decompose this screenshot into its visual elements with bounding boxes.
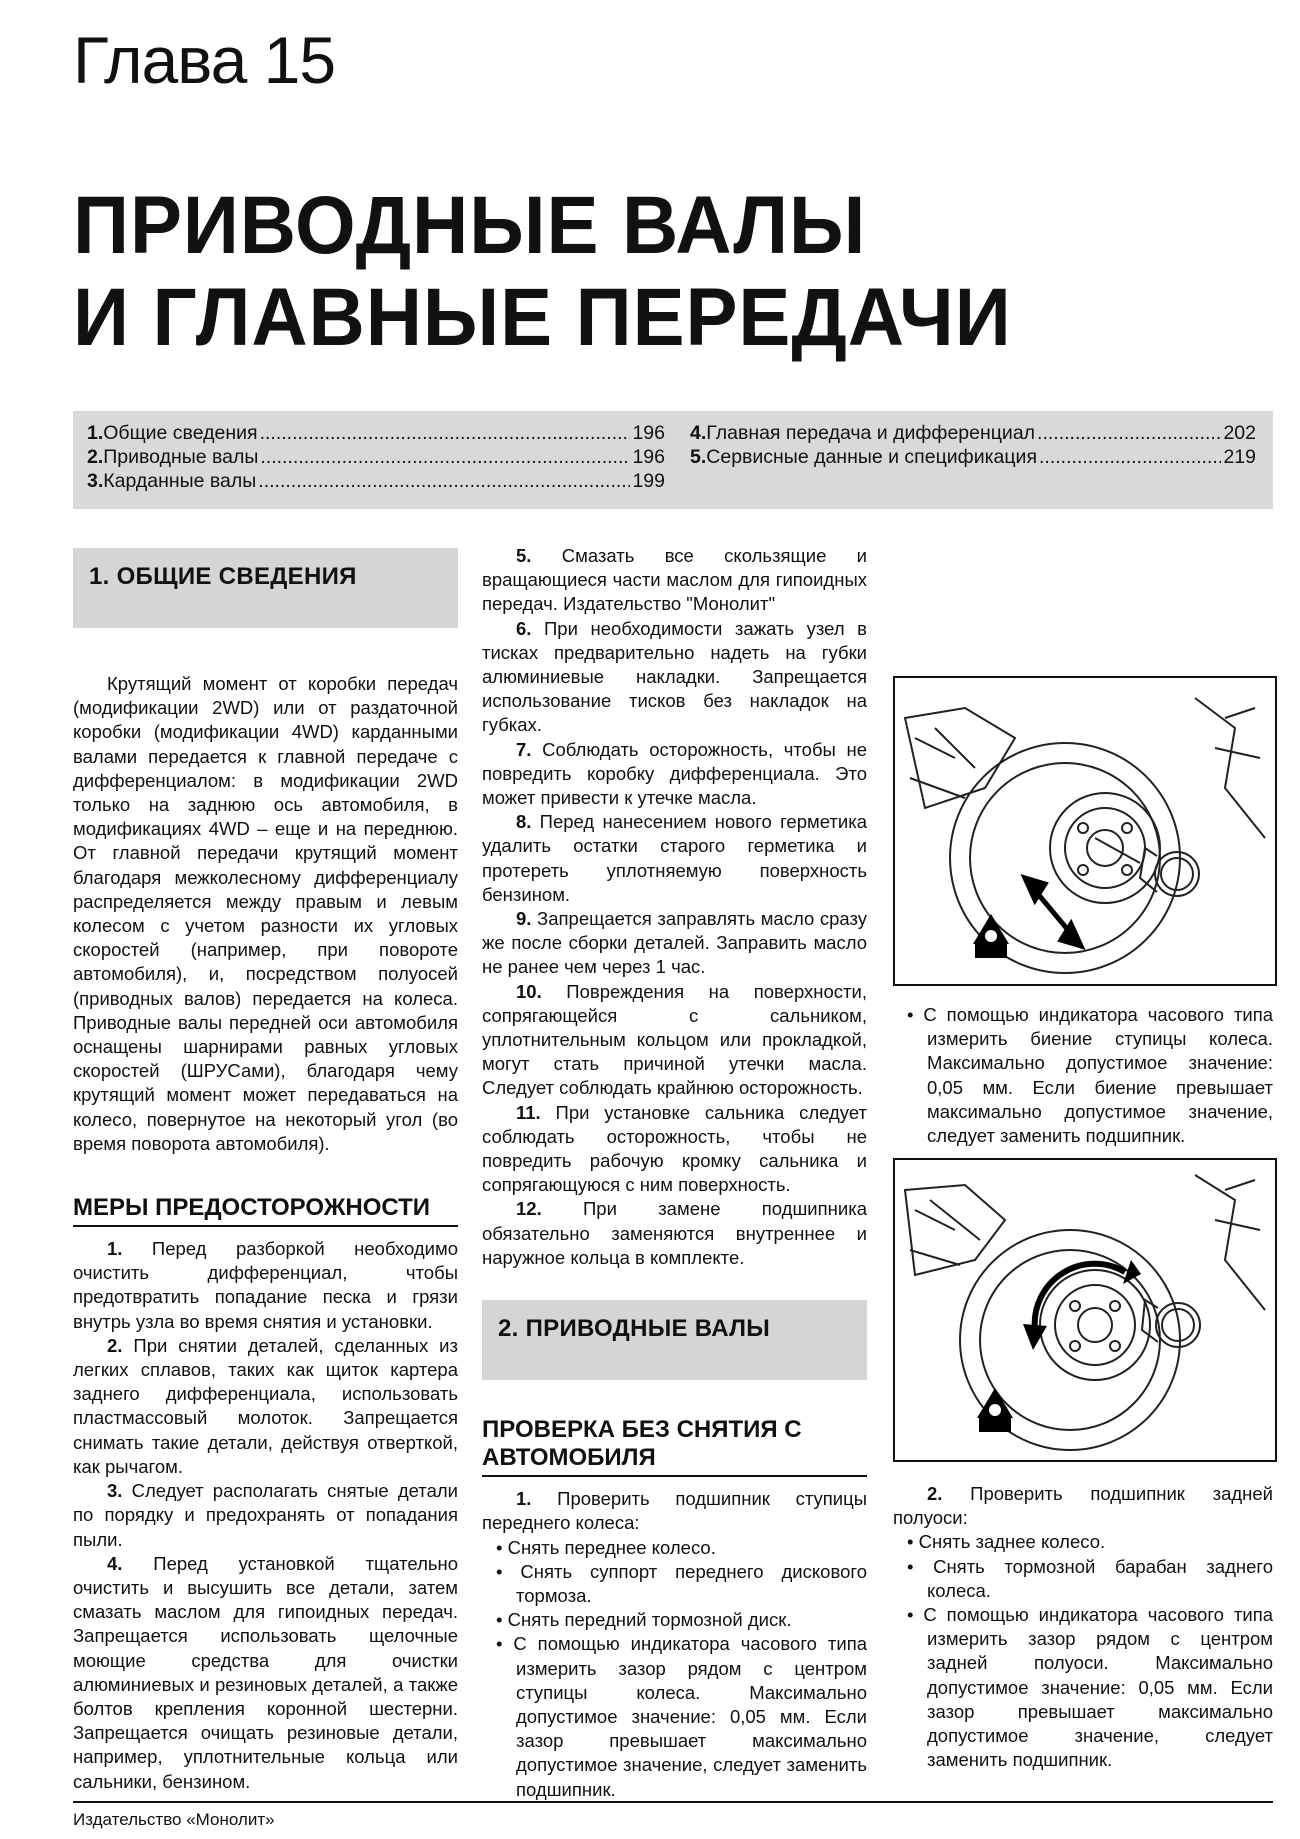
- bullet-item: • Снять заднее колесо.: [893, 1530, 1273, 1554]
- step-2: 2. Проверить подшипник задней полуоси:: [893, 1483, 1273, 1529]
- column-2: [482, 544, 867, 1802]
- chapter-label: Глава 15: [73, 23, 336, 97]
- precaution-item: 12. При замене подшипника обязательно заменяются внутреннее и наружное кольца в комплекте.: [482, 1198, 867, 1268]
- page-title: [73, 180, 1012, 364]
- table-of-contents: [73, 411, 1273, 509]
- column-3-middle: [893, 1003, 1273, 1148]
- section-1-header: [73, 548, 458, 628]
- footer-divider: [73, 1801, 1273, 1803]
- toc-item[interactable]: 4. Главная передача и дифференциал ..... 202: [690, 421, 1256, 445]
- section-1-heading: 1. ОБЩИЕ СВЕДЕНИЯ: [89, 563, 357, 590]
- precaution-item: 10. Повреждения на поверхности, сопрягающейся с сальником, уплотнительным кольцом или прокладкой, могут стать причиной утечки масла. Следует соблюдать крайнюю осторожность.: [482, 980, 867, 1099]
- precaution-item: 6. При необходимости зажать узел в тисках предварительно надеть на губки алюминиевые накладки. Запрещается использование тисков без накладок на губках.: [482, 617, 867, 736]
- hub-runout-figure: [893, 1158, 1277, 1462]
- section-2-heading: 2. ПРИВОДНЫЕ ВАЛЫ: [498, 1315, 771, 1343]
- bullet-item: • Снять переднее колесо.: [482, 1536, 867, 1560]
- bullet-item: • С помощью индикатора часового типа измерить зазор рядом с центром задней полуоси. Максимально допустимое значение: 0,05 мм. Если зазор превышает максимально допустимое значение, следует заменить подшипник.: [893, 1603, 1273, 1772]
- section-2-header: [482, 1300, 867, 1380]
- precaution-item: 8. Перед нанесением нового герметика удалить остатки старого герметика и протереть уплотняемую поверхность бензином.: [482, 811, 867, 905]
- precaution-item: 9. Запрещается заправлять масло сразу же после сборки деталей. Заправить масло не ранее чем через 1 час.: [482, 908, 868, 978]
- precaution-item: 4. Перед установкой тщательно очистить и высушить все детали, затем смазать маслом для гипоидных передач. Запрещается использовать щелочные моющие средства для очистки алюминиевых и резиновых деталей, а также болтов крепления коронной шестерни. Запрещается очищать резиновые детали, например, уплотнительные кольца или сальники, бензином.: [73, 1552, 459, 1792]
- hub-clearance-figure: [893, 676, 1277, 986]
- footer-publisher: Издательство «Монолит»: [73, 1810, 275, 1829]
- precaution-item: 1. Перед разборкой необходимо очистить дифференциал, чтобы предотвратить попадание песка и грязи внутрь узла во время снятия и установки.: [73, 1238, 458, 1332]
- bullet-item: • Снять тормозной барабан заднего колеса.: [893, 1555, 1273, 1603]
- bullet-item: • Снять суппорт переднего дискового тормоза.: [482, 1560, 867, 1608]
- bullet-item: • С помощью индикатора часового типа измерить биение ступицы колеса. Максимально допустимое значение: 0,05 мм. Если биение превышает максимально допустимое значение, следует заменить подшипник.: [893, 1003, 1273, 1148]
- column-3-bottom: [893, 1482, 1273, 1772]
- precaution-item: 3. Следует располагать снятые детали по порядку и предохранять от попадания пыли.: [73, 1480, 458, 1550]
- precaution-item: 7. Соблюдать осторожность, чтобы не повредить коробку дифференциала. Это может привести к утечке масла.: [482, 738, 868, 809]
- precaution-item: 2. При снятии деталей, сделанных из легких сплавов, таких как щиток картера заднего дифференциала, использовать пластмассовый молоток. Запрещается снимать такие детали, действуя отверткой, как рычагом.: [73, 1334, 458, 1477]
- bullet-item: • Снять передний тормозной диск.: [482, 1608, 867, 1632]
- column-1: [73, 548, 458, 1794]
- precaution-item: 5. Смазать все скользящие и вращающиеся части маслом для гипоидных передач. Издательство "Монолит": [482, 545, 868, 615]
- precaution-item: 11. При установке сальника следует соблюдать осторожность, чтобы не повредить рабочую кромку сальника и сопрягающуюся с ним поверхность.: [482, 1101, 867, 1196]
- precautions-heading: МЕРЫ ПРЕДОСТОРОЖНОСТИ: [73, 1194, 458, 1227]
- inspection-heading: ПРОВЕРКА БЕЗ СНЯТИЯ С АВТОМОБИЛЯ: [482, 1416, 867, 1477]
- title-line-1: ПРИВОДНЫЕ ВАЛЫ: [73, 180, 867, 271]
- title-line-2: И ГЛАВНЫЕ ПЕРЕДАЧИ: [73, 272, 1012, 363]
- toc-item[interactable]: 1. Общие сведения ..... 196: [87, 421, 665, 445]
- bullet-item: • С помощью индикатора часового типа измерить зазор рядом с центром ступицы колеса. Максимально допустимое значение: 0,05 мм. Если зазор превышает максимально допустимое значение, следует заменить подшипник.: [482, 1632, 867, 1801]
- step-1: 1. Проверить подшипник ступицы переднего колеса:: [482, 1488, 868, 1534]
- intro-paragraph: Крутящий момент от коробки передач (модификации 2WD) или от раздаточной коробки (модификации 4WD) карданными валами передается к главной передаче с дифференциалом: в модификации 2WD только на заднюю ось автомобиля, в модификациях 4WD – еще и на переднюю. От главной передачи крутящий момент благодаря межколесному дифференциалу распределяется между правым и левым колесом с учетом разности их угловых скоростей (например, при повороте автомобиля), и, посредством полуосей (приводных валов) передается на колеса. Приводные валы передней оси автомобиля оснащены шарнирами равных угловых скоростей (ШРУСами), благодаря чему крутящий момент может передаваться на колесо, повернутое на некоторый угол (во время поворота автомобиля).: [73, 673, 458, 1154]
- toc-item[interactable]: 2. Приводные валы ..... 196: [87, 445, 665, 469]
- toc-item[interactable]: 3. Карданные валы ..... 199: [87, 469, 665, 493]
- toc-item[interactable]: 5. Сервисные данные и спецификация ..... 219: [690, 445, 1256, 469]
